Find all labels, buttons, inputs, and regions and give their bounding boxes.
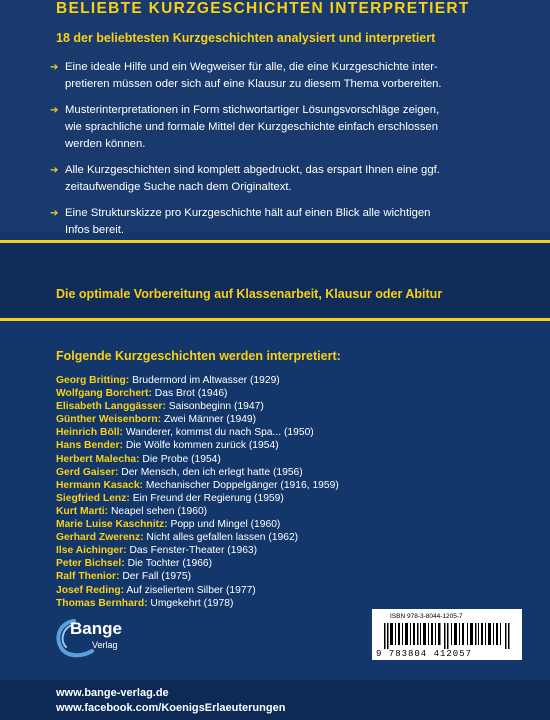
story-author: Siegfried Lenz: <box>56 492 130 504</box>
story-item <box>56 518 386 531</box>
story-work: Die Wölfe kommen zurück (1954) <box>125 440 279 452</box>
story-work: Das Brot (1946) <box>154 388 228 400</box>
story-work: Ein Freund der Regierung (1959) <box>132 492 284 504</box>
story-work: Saisonbeginn (1947) <box>168 401 264 413</box>
footer-link-website[interactable]: www.bange-verlag.de <box>56 687 169 699</box>
arrow-right-icon: ➔ <box>50 105 59 116</box>
feature-item <box>50 102 540 153</box>
feature-line: Eine Strukturskizze pro Kurzgeschichte hält auf einen Blick alle wichtigen <box>65 207 431 219</box>
story-item <box>56 531 386 544</box>
stories-list <box>56 374 386 610</box>
logo-subtext: Verlag <box>92 640 118 650</box>
story-item <box>56 557 386 570</box>
page-title: BELIEBTE KURZGESCHICHTEN INTERPRETIERT <box>56 0 470 17</box>
story-author: Gerd Gaiser: <box>56 466 119 478</box>
feature-list <box>50 59 540 248</box>
story-item <box>56 597 386 610</box>
feature-line: Eine ideale Hilfe und ein Wegweiser für alle, die eine Kurzgeschichte inter- <box>65 61 438 73</box>
story-item <box>56 426 386 439</box>
story-author: Josef Reding: <box>56 584 125 596</box>
story-work: Nicht alles gefallen lassen (1962) <box>146 532 299 544</box>
band-text: Die optimale Vorbereitung auf Klassenarbeit, Klausur oder Abitur <box>56 287 443 301</box>
story-work: Mechanischer Doppelgänger (1916, 1959) <box>145 479 339 491</box>
story-item <box>56 466 386 479</box>
isbn-digits: 9 783804 412057 <box>376 649 473 659</box>
story-work: Die Probe (1954) <box>142 453 221 465</box>
story-work: Auf ziseliertem Silber (1977) <box>126 584 256 596</box>
story-work: Die Tochter (1966) <box>127 558 213 570</box>
story-item <box>56 492 386 505</box>
story-author: Herbert Malecha: <box>56 453 140 465</box>
feature-line: pretieren müssen oder sich auf eine Klausur zu diesem Thema vorbereiten. <box>65 78 442 90</box>
arrow-right-icon: ➔ <box>50 165 59 176</box>
feature-item <box>50 59 540 93</box>
story-item <box>56 374 386 387</box>
story-author: Kurt Marti: <box>56 505 109 517</box>
page-subtitle: 18 der beliebtesten Kurzgeschichten analysiert und interpretiert <box>56 31 436 45</box>
story-work: Das Fenster-Theater (1963) <box>129 545 258 557</box>
footer-link-facebook[interactable]: www.facebook.com/KoenigsErlaeuterungen <box>56 702 286 714</box>
arrow-right-icon: ➔ <box>50 62 59 73</box>
story-work: Wanderer, kommst du nach Spa... (1950) <box>125 427 314 439</box>
highlight-band <box>0 240 550 321</box>
story-item <box>56 387 386 400</box>
feature-line: zeitaufwendige Suche nach dem Originaltext. <box>65 181 292 193</box>
story-author: Günther Weisenborn: <box>56 414 162 426</box>
story-item <box>56 479 386 492</box>
logo-text: Bange <box>70 619 122 638</box>
story-item <box>56 570 386 583</box>
arrow-right-icon: ➔ <box>50 208 59 219</box>
story-author: Hans Bender: <box>56 440 123 452</box>
publisher-logo <box>52 615 132 659</box>
story-item <box>56 584 386 597</box>
isbn-label: ISBN 978-3-8044-1205-7 <box>390 613 463 620</box>
top-section <box>0 0 550 236</box>
feature-line: werden können. <box>65 138 146 150</box>
story-work: Brudermord im Altwasser (1929) <box>132 375 280 386</box>
story-author: Hermann Kasack: <box>56 479 143 491</box>
story-work: Zwei Männer (1949) <box>163 414 257 426</box>
feature-line: Alle Kurzgeschichten sind komplett abgedruckt, das erspart Ihnen eine ggf. <box>65 164 440 176</box>
feature-line: Musterinterpretationen in Form stichwortartiger Lösungsvorschläge zeigen, <box>65 104 440 116</box>
story-item <box>56 453 386 466</box>
stories-title: Folgende Kurzgeschichten werden interpretiert: <box>56 349 341 363</box>
story-work: Popp und Mingel (1960) <box>170 519 281 531</box>
story-item <box>56 400 386 413</box>
story-author: Thomas Bernhard: <box>56 597 148 609</box>
story-author: Heinrich Böll: <box>56 427 123 439</box>
story-work: Der Mensch, den ich erlegt hatte (1956) <box>121 466 303 478</box>
feature-item <box>50 162 540 196</box>
feature-line: Infos bereit. <box>65 224 125 236</box>
story-author: Elisabeth Langgässer: <box>56 401 166 413</box>
story-work: Der Fall (1975) <box>122 571 192 583</box>
story-item <box>56 544 386 557</box>
story-item <box>56 439 386 452</box>
story-item <box>56 505 386 518</box>
story-author: Marie Luise Kaschnitz: <box>56 519 168 531</box>
story-author: Wolfgang Borchert: <box>56 388 152 400</box>
story-work: Neapel sehen (1960) <box>110 505 208 517</box>
story-author: Ralf Thenior: <box>56 571 120 583</box>
barcode-icon <box>384 623 510 649</box>
footer <box>0 680 550 720</box>
story-author: Ilse Aichinger: <box>56 545 127 557</box>
isbn-barcode <box>372 609 522 660</box>
story-author: Georg Britting: <box>56 375 130 386</box>
feature-item <box>50 205 540 239</box>
feature-line: wie sprachliche und formale Mittel der Kurzgeschichte einfach erschlossen <box>65 121 438 133</box>
story-item <box>56 413 386 426</box>
story-author: Peter Bichsel: <box>56 558 125 570</box>
story-author: Gerhard Zwerenz: <box>56 532 144 544</box>
story-work: Umgekehrt (1978) <box>150 597 234 609</box>
